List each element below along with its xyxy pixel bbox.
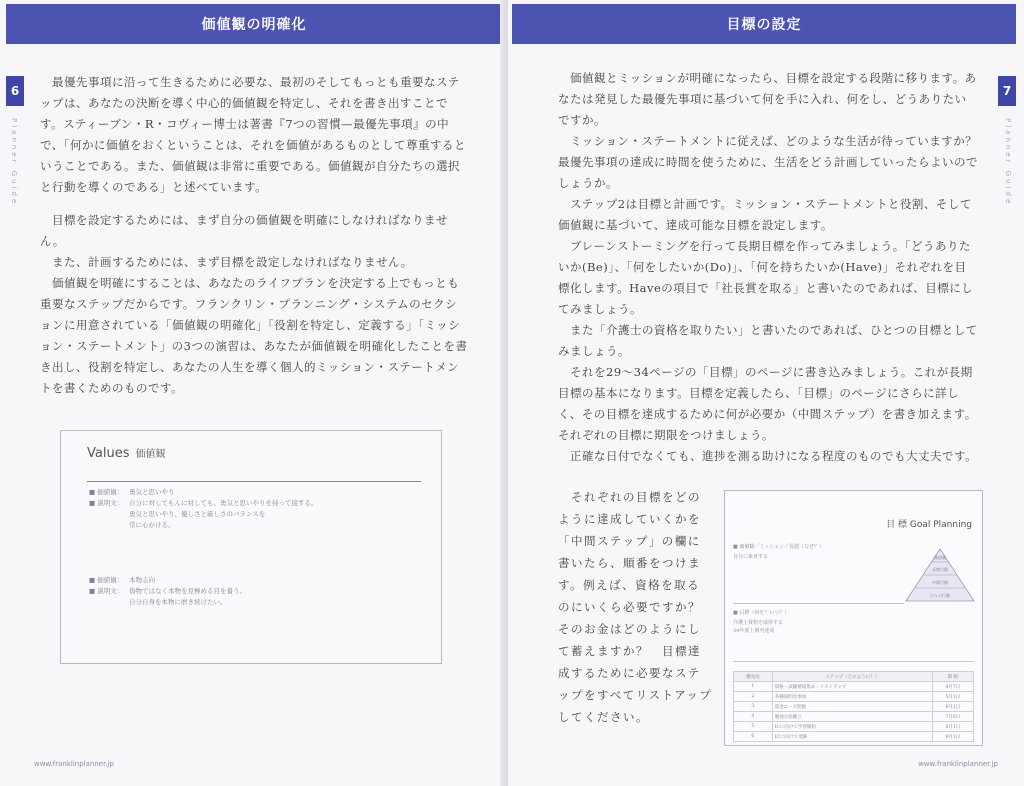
goal-pyramid-diagram <box>904 547 976 603</box>
paragraph: 最優先事項に沿って生きるために必要な、最初のそしてもっとも重要なステップは、あなたの決断を導く中心的価値観を特定し、それを書き出すことです。スティーブン・R・コヴィー博士は著書『7つの習慣—最優先事項』の中で、「何かに価値をおくということは、それを価値があるものとして尊重するということである。また、価値観は非常に重要である。価値観が自分たちの選択と行動を導くのである」と述べています。 <box>40 75 467 194</box>
goal-target-line: ■ 目標（何を？いつ？） <box>733 610 790 616</box>
wrapped-paragraph: それぞれの目標をどのように達成していくかを「中間ステップ」の欄に書いたら、順番をつけます。例えば、資格を取るのにいくら必要ですか？ そのお金はどのようにして蓄えますか？ 目標達成するために必要なステップをすべてリストアップしてください。 <box>558 490 714 724</box>
values-label: ■ 説明文： <box>89 587 124 595</box>
table-cell: 各種説明会参加 <box>772 692 932 702</box>
values-example-box <box>60 430 442 664</box>
table-row <box>734 712 974 722</box>
table-row <box>734 692 974 702</box>
table-cell: 8月1日 <box>932 722 973 732</box>
left-page <box>0 0 507 786</box>
values-label: ■ 説明文： <box>89 499 124 507</box>
table-cell: 4 <box>734 712 773 722</box>
right-page-number: 7 <box>998 76 1016 106</box>
table-header: 期 限 <box>932 672 973 682</box>
goal-steps-table <box>733 671 974 742</box>
values-box-title <box>87 445 165 461</box>
table-header: ステップ（どのように？） <box>772 672 932 682</box>
goal-box-title: 目 標 Goal Planning <box>886 520 972 530</box>
goal-value-sub: 自分に素直する <box>733 554 769 560</box>
goal-value-line: ■ 価値観／ミッション／役割（なぜ？） <box>733 544 825 550</box>
table-header: 優先度 <box>734 672 773 682</box>
values-label <box>89 520 129 531</box>
goal-target-sub: 34年度上期内達成 <box>733 628 775 634</box>
paragraph: 価値観とミッションが明確になったら、目標を設定する段階に移ります。あなたは発見した最優先事項に基づいて何を手に入れ、何をし、どうありたいですか。 <box>558 71 977 127</box>
pyramid-label: 長期目標 <box>932 567 948 572</box>
paragraph: それを29〜34ページの「目標」のページに書き込みましょう。これが長期目標の基本になります。目標を定義したら、「目標」のページにさらに詳しく、その目標を達成するために何が必要か（中間ステップ）を書き加えます。それぞれの目標に期限をつけましょう。 <box>558 365 977 442</box>
pyramid-label: 価値観 <box>934 555 946 560</box>
pyramid-label: 中間目標 <box>932 580 948 585</box>
goal-planning-box <box>724 490 983 746</box>
right-page-header: 目標の設定 <box>512 4 1016 44</box>
table-cell: 4月7日 <box>932 682 973 692</box>
values-value: 自分に対してもんに対しても、勇気と思いやりを持って接する。 <box>129 499 318 507</box>
right-side-label: Planner Guide <box>1004 118 1012 207</box>
table-header-row <box>734 672 974 682</box>
table-cell: ICに向けて学習開始 <box>772 722 932 732</box>
goal-target-sub: 介護士資格を取得する <box>733 620 784 626</box>
values-value: 偽物ではなく本物を見極める目を養う。 <box>129 587 246 595</box>
table-row <box>734 732 974 742</box>
table-cell: 9月1日 <box>932 732 973 742</box>
values-label: ■ 価値観： <box>89 576 124 584</box>
table-row <box>734 682 974 692</box>
values-label <box>89 597 129 608</box>
right-page <box>508 0 1024 786</box>
table-cell: 2 <box>734 692 773 702</box>
paragraph: 価値観を明確にすることは、あなたのライフプランを決定する上でもっとも重要なステップだからです。フランクリン・プランニング・システムのセクションに用意されている「価値観の明確化」「役割を特定し、定義する」「ミッション・ステートメント」の3つの演習は、あなたが価値観を明確化したことを書き出し、役割を特定し、あなたの人生を導く個人的ミッション・ステートメントを書くためのものです。 <box>40 276 468 395</box>
left-body-text <box>40 72 468 399</box>
values-entry <box>89 575 246 608</box>
values-value: 常に心がける。 <box>129 521 175 529</box>
table-cell: 6 <box>734 732 773 742</box>
values-value: 勇気と思いやり、優しさと厳しさのバランスを <box>129 510 266 518</box>
table-cell: 1 <box>734 682 773 692</box>
table-cell: 勉強方法確立 <box>772 712 932 722</box>
paragraph: ブレーンストーミングを行って長期目標を作ってみましょう。「どうありたいか(Be)」、「何をしたいか(Do)」、「何を持ちたいか(Have)」それぞれを目標化します。Haveの項目で「社長賞を取る」と書いたのであれば、目標にしてみましょう。 <box>558 239 974 316</box>
goal-rule <box>733 661 974 662</box>
right-footer-url: www.franklinplanner.jp <box>918 760 998 768</box>
left-footer-url: www.franklinplanner.jp <box>34 760 114 768</box>
paragraph: 正確な日付でなくても、進捗を測る助けになる程度のものでも大丈夫です。 <box>558 449 978 463</box>
right-body-text <box>558 68 978 467</box>
paragraph: ステップ2は目標と計画です。ミッション・ステートメントと役割、そして価値観に基づいて、達成可能な目標を設定します。 <box>558 197 972 232</box>
values-box-rule <box>87 481 421 482</box>
values-value: 自分自身を本物に磨き続けたい。 <box>129 598 227 606</box>
goal-rule <box>733 603 904 604</box>
left-side-label: Planner Guide <box>10 118 18 207</box>
values-title-ja: 価値観 <box>135 449 166 460</box>
paragraph: ミッション・ステートメントに従えば、どのような生活が待っていますか？最優先事項の達成に時間を使うために、生活をどう計画していったらよいのでしょうか。 <box>558 134 978 190</box>
table-cell: 5 <box>734 722 773 732</box>
paragraph: 目標を設定するためには、まず自分の価値観を明確にしなければなりません。 <box>40 213 448 248</box>
values-title-en: Values <box>87 446 130 461</box>
table-cell: 3 <box>734 702 773 712</box>
table-row <box>734 722 974 732</box>
table-cell: ICに向けて受験 <box>772 732 932 742</box>
values-entry <box>89 487 318 531</box>
pyramid-label: 日々の行動 <box>930 593 950 598</box>
table-cell: 7月6日 <box>932 712 973 722</box>
table-cell: 資格・試験情報集め・リストアップ <box>772 682 932 692</box>
table-cell: 5月1日 <box>932 692 973 702</box>
left-page-header: 価値観の明確化 <box>6 4 502 44</box>
paragraph: また、計画するためには、まず目標を設定しなければなりません。 <box>40 255 413 269</box>
values-value: 本物志向 <box>129 576 155 584</box>
table-cell: 資金ニーズ把握 <box>772 702 932 712</box>
table-row <box>734 702 974 712</box>
values-label <box>89 509 129 520</box>
table-cell: 6月1日 <box>932 702 973 712</box>
values-label: ■ 価値観： <box>89 488 124 496</box>
values-value: 勇気と思いやり <box>129 488 175 496</box>
left-page-number: 6 <box>6 76 24 106</box>
paragraph: また「介護士の資格を取りたい」と書いたのであれば、ひとつの目標としてみましょう。 <box>558 323 978 358</box>
